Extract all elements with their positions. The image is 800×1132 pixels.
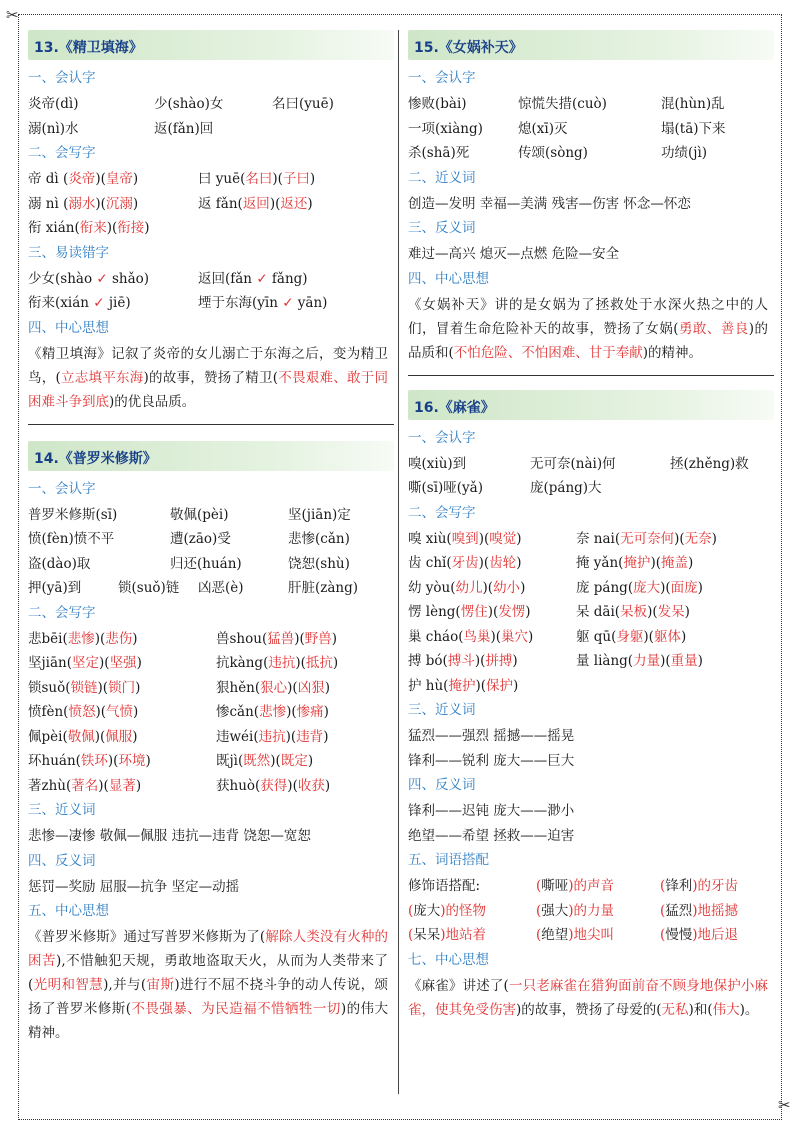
left-column [28, 26, 394, 1045]
word: 普罗米修斯(sī) [28, 506, 118, 523]
section-heading: 四、反义词 [28, 852, 96, 869]
write-entry: 违wéi(违抗)(违背) [216, 728, 329, 745]
write-entry: 呆 dāi(呆板)(发呆) [576, 604, 690, 620]
word: 无可奈(nài)何 [530, 455, 616, 472]
section-heading: 一、会认字 [408, 70, 476, 86]
write-row [28, 774, 394, 799]
word: 庞(páng)大 [530, 480, 602, 496]
write-entry: 愤fèn(愤怒)(气愤) [28, 704, 139, 720]
scissors-icon: ✂ [778, 1096, 791, 1114]
write-row [28, 167, 394, 192]
write-list [28, 627, 394, 799]
section-heading: 二、近义词 [408, 169, 476, 186]
collocation: (猛烈)地摇撼 [660, 902, 739, 919]
word: 嗅(xiù)到 [408, 455, 467, 472]
write-entry: 狠hěn(狠心)(凶狠) [216, 679, 330, 696]
check-icon: ✓ [96, 270, 108, 287]
section-heading: 二、会写字 [28, 145, 96, 161]
synonym-row: 悲惨—凄惨 敬佩—佩服 违抗—违背 饶恕—宽恕 [28, 828, 311, 844]
check-icon: ✓ [256, 270, 268, 287]
write-row [28, 192, 394, 217]
antonym-row: 绝望——希望 拯救——迫害 [408, 827, 575, 844]
write-row [28, 651, 394, 676]
word-row [408, 476, 774, 501]
write-entry: 坚jiān(坚定)(坚强) [28, 655, 142, 671]
write-entry: 量 liàng(力量)(重量) [576, 653, 703, 669]
word: 盗(dào)取 [28, 555, 91, 572]
word: 悲惨(cǎn) [288, 531, 350, 547]
word: 炎帝(dì) [28, 96, 79, 112]
write-entry: 齿 chǐ(牙齿)(齿轮) [408, 555, 522, 571]
write-entry: 返 fǎn(返回)(返还) [198, 195, 313, 212]
write-entry: 曰 yuē(名曰)(子曰) [198, 171, 316, 187]
collocation: (绝望)地尖叫 [536, 927, 615, 943]
word-row [408, 452, 774, 477]
lesson-title: 16.《麻雀》 [414, 399, 495, 416]
antonym-row: 锋利——迟钝 庞大——渺小 [408, 803, 575, 819]
word: 名曰(yuē) [272, 96, 334, 112]
word: 坚(jiān)定 [288, 506, 351, 523]
section-heading: 三、易读错字 [28, 244, 109, 261]
collocation: (慢慢)地后退 [660, 927, 739, 943]
write-row [28, 749, 394, 774]
section-heading: 二、会写字 [28, 604, 96, 621]
section-heading: 三、反义词 [408, 220, 476, 236]
antonym-row: 惩罚—奖励 屈服—抗争 坚定—动摇 [28, 878, 240, 895]
write-entry: 佩pèi(敬佩)(佩服) [28, 728, 138, 745]
write-entry: 溺 nì (溺水)(沉溺) [28, 195, 139, 212]
word-row [408, 141, 774, 166]
write-row [28, 627, 394, 652]
write-entry: 奈 nai(无可奈何)(无奈) [576, 530, 717, 547]
word: 拯(zhěng)救 [670, 455, 749, 472]
write-entry: 抗kàng(违抗)(抵抗) [216, 655, 339, 671]
word-row [408, 92, 774, 117]
word-row [28, 503, 394, 528]
section-separator [408, 375, 774, 376]
write-row [408, 674, 774, 699]
write-row [28, 725, 394, 750]
word: 传颂(sòng) [518, 145, 588, 161]
section-heading: 三、近义词 [408, 702, 476, 718]
section-heading: 四、中心思想 [28, 319, 109, 336]
word: 返(fǎn)回 [154, 120, 214, 137]
lesson-14-banner [28, 441, 394, 471]
misread-entry: 少女(shào ✓ shǎo) [28, 270, 150, 287]
scissors-icon: ✂ [6, 6, 19, 24]
word: 溺(nì)水 [28, 120, 79, 137]
write-entry: 兽shou(猛兽)(野兽) [216, 630, 338, 647]
lesson-13-banner [28, 30, 394, 60]
section-heading: 二、会写字 [408, 504, 476, 521]
write-entry: 庞 páng(庞大)(面庞) [576, 579, 703, 596]
section-separator [28, 424, 394, 425]
section-heading: 一、会认字 [28, 480, 96, 497]
write-row [408, 649, 774, 674]
write-entry: 既jì(既然)(既定) [216, 753, 314, 769]
word-row [28, 117, 394, 142]
word: 杀(shā)死 [408, 145, 470, 161]
word: 熄(xī)灭 [518, 120, 568, 137]
central-idea: 《精卫填海》记叙了炎帝的女儿溺亡于东海之后，变为精卫鸟，(立志填平东海)的故事，赞扬了精卫(不畏艰难、敢于同困难斗争到底)的优良品质。 [28, 345, 388, 410]
write-entry: 锁suǒ(锁链)(锁门) [28, 679, 141, 696]
write-entry: 获huò(获得)(收获) [216, 777, 331, 794]
collocation: (庞大)的怪物 [408, 902, 487, 919]
word: 凶恶(è) [198, 580, 244, 596]
word-row [28, 576, 394, 601]
section-heading: 七、中心思想 [408, 951, 489, 968]
write-entry: 环huán(铁环)(环境) [28, 753, 151, 769]
collocation: (强大)的力量 [536, 902, 615, 919]
central-idea: 《普罗米修斯》通过写普罗米修斯为了(解除人类没有火种的困苦),不惜触犯天规，勇敢地盗取天火，从而为人类带来了(光明和智慧),并与(宙斯)进行不屈不挠斗争的动人传说，颂扬了普罗米修斯(不畏强暴、为民造福不惜牺牲一切)的伟大精神。 [28, 929, 389, 1041]
word: 嘶(sī)哑(yǎ) [408, 480, 483, 496]
word: 功绩(jì) [661, 145, 708, 161]
misread-row [28, 291, 394, 316]
word-row [28, 92, 394, 117]
word-row [408, 117, 774, 142]
word: 敬佩(pèi) [170, 506, 229, 523]
collocation: (锋利)的牙齿 [660, 878, 739, 894]
antonym-row: 难过—高兴 熄灭—点燃 危险—安全 [408, 246, 620, 262]
synonym-row: 猛烈——强烈 摇撼——摇晃 [408, 728, 575, 744]
word: 归还(huán) [170, 555, 242, 572]
write-entry: 躯 qū(身躯)(躯体) [576, 628, 687, 645]
word: 遭(zāo)受 [170, 531, 231, 547]
write-entry: 护 hù(掩护)(保护) [408, 677, 519, 694]
section-heading: 五、词语搭配 [408, 852, 489, 868]
word: 少(shào)女 [154, 96, 224, 112]
lesson-16-banner [408, 390, 774, 420]
misread-row [28, 267, 394, 292]
lesson-15-banner [408, 30, 774, 60]
check-icon: ✓ [282, 295, 294, 311]
section-heading: 四、中心思想 [408, 270, 489, 287]
misread-entry: 堙于东海(yīn ✓ yān) [198, 295, 328, 311]
write-entry: 惨cǎn(悲惨)(惨痛) [216, 704, 329, 720]
write-entry: 嗅 xiù(嗅到)(嗅觉) [408, 530, 522, 547]
write-entry: 衔 xián(衔来)(衔接) [28, 220, 150, 236]
column-divider [398, 30, 399, 1094]
word: 塌(tā)下来 [661, 120, 726, 137]
word: 惊慌失措(cuò) [518, 96, 607, 112]
lesson-title: 15.《女娲补天》 [414, 40, 523, 56]
write-row [28, 676, 394, 701]
collocation-row [408, 874, 774, 899]
section-heading: 四、反义词 [408, 777, 476, 793]
write-entry: 悲bēi(悲惨)(悲伤) [28, 630, 138, 647]
word: 锁(suǒ)链 [118, 580, 180, 596]
write-entry: 著zhù(著名)(显著) [28, 777, 142, 794]
write-row [408, 551, 774, 576]
write-entry: 掩 yǎn(掩护)(掩盖) [576, 555, 694, 571]
section-heading: 一、会认字 [408, 429, 476, 446]
section-heading: 一、会认字 [28, 70, 96, 86]
write-row [28, 700, 394, 725]
section-heading: 五、中心思想 [28, 903, 109, 919]
synonym-row: 创造—发明 幸福—美满 残害—伤害 怀念—怀恋 [408, 195, 691, 212]
check-icon: ✓ [93, 295, 105, 311]
central-idea: 《麻雀》讲述了(一只老麻雀在猎狗面前奋不顾身地保护小麻雀，使其免受伤害)的故事，赞扬了母爱的(无私)和(伟大)。 [408, 977, 768, 1018]
word: 肝脏(zàng) [288, 580, 359, 596]
section-heading: 三、近义词 [28, 802, 96, 818]
synonym-row: 锋利——锐利 庞大——巨大 [408, 752, 575, 769]
word: 惨败(bài) [408, 96, 467, 112]
write-entry: 幼 yòu(幼儿)(幼小) [408, 579, 526, 596]
word: 饶恕(shù) [288, 555, 350, 572]
misread-entry: 衔来(xián ✓ jiē) [28, 295, 131, 311]
word: 混(hùn)乱 [661, 96, 725, 112]
word: 一项(xiàng) [408, 120, 483, 137]
write-entry: 搏 bó(搏斗)(拼搏) [408, 653, 518, 669]
write-list [408, 527, 774, 674]
right-column [408, 26, 774, 1022]
misread-entry: 返回(fǎn ✓ fǎng) [198, 270, 308, 287]
lesson-title: 14.《普罗米修斯》 [34, 450, 157, 467]
collocation-row [408, 923, 774, 948]
word-row [28, 527, 394, 552]
write-row [28, 216, 394, 241]
collocation-label: 修饰语搭配: [408, 878, 481, 894]
word: 愤(fèn)愤不平 [28, 531, 115, 547]
write-row [408, 527, 774, 552]
collocation: (嘶哑)的声音 [536, 878, 615, 894]
word-row [28, 552, 394, 577]
collocation-row [408, 899, 774, 924]
central-idea: 《女娲补天》讲的是女娲为了拯救处于水深火热之中的人们，冒着生命危险补天的故事，赞扬了女娲(勇敢、善良)的品质和(不怕危险、不怕困难、甘于奉献)的精神。 [408, 296, 768, 361]
collocation: (呆呆)地站着 [408, 927, 487, 943]
word: 押(yā)到 [28, 580, 82, 596]
write-row [408, 576, 774, 601]
write-row [408, 600, 774, 625]
lesson-title: 13.《精卫填海》 [34, 40, 143, 56]
write-entry: 愣 lèng(愣住)(发愣) [408, 604, 531, 620]
write-entry: 帝 dì (炎帝)(皇帝) [28, 171, 139, 187]
write-row [408, 625, 774, 650]
write-entry: 巢 cháo(鸟巢)(巢穴) [408, 628, 534, 645]
